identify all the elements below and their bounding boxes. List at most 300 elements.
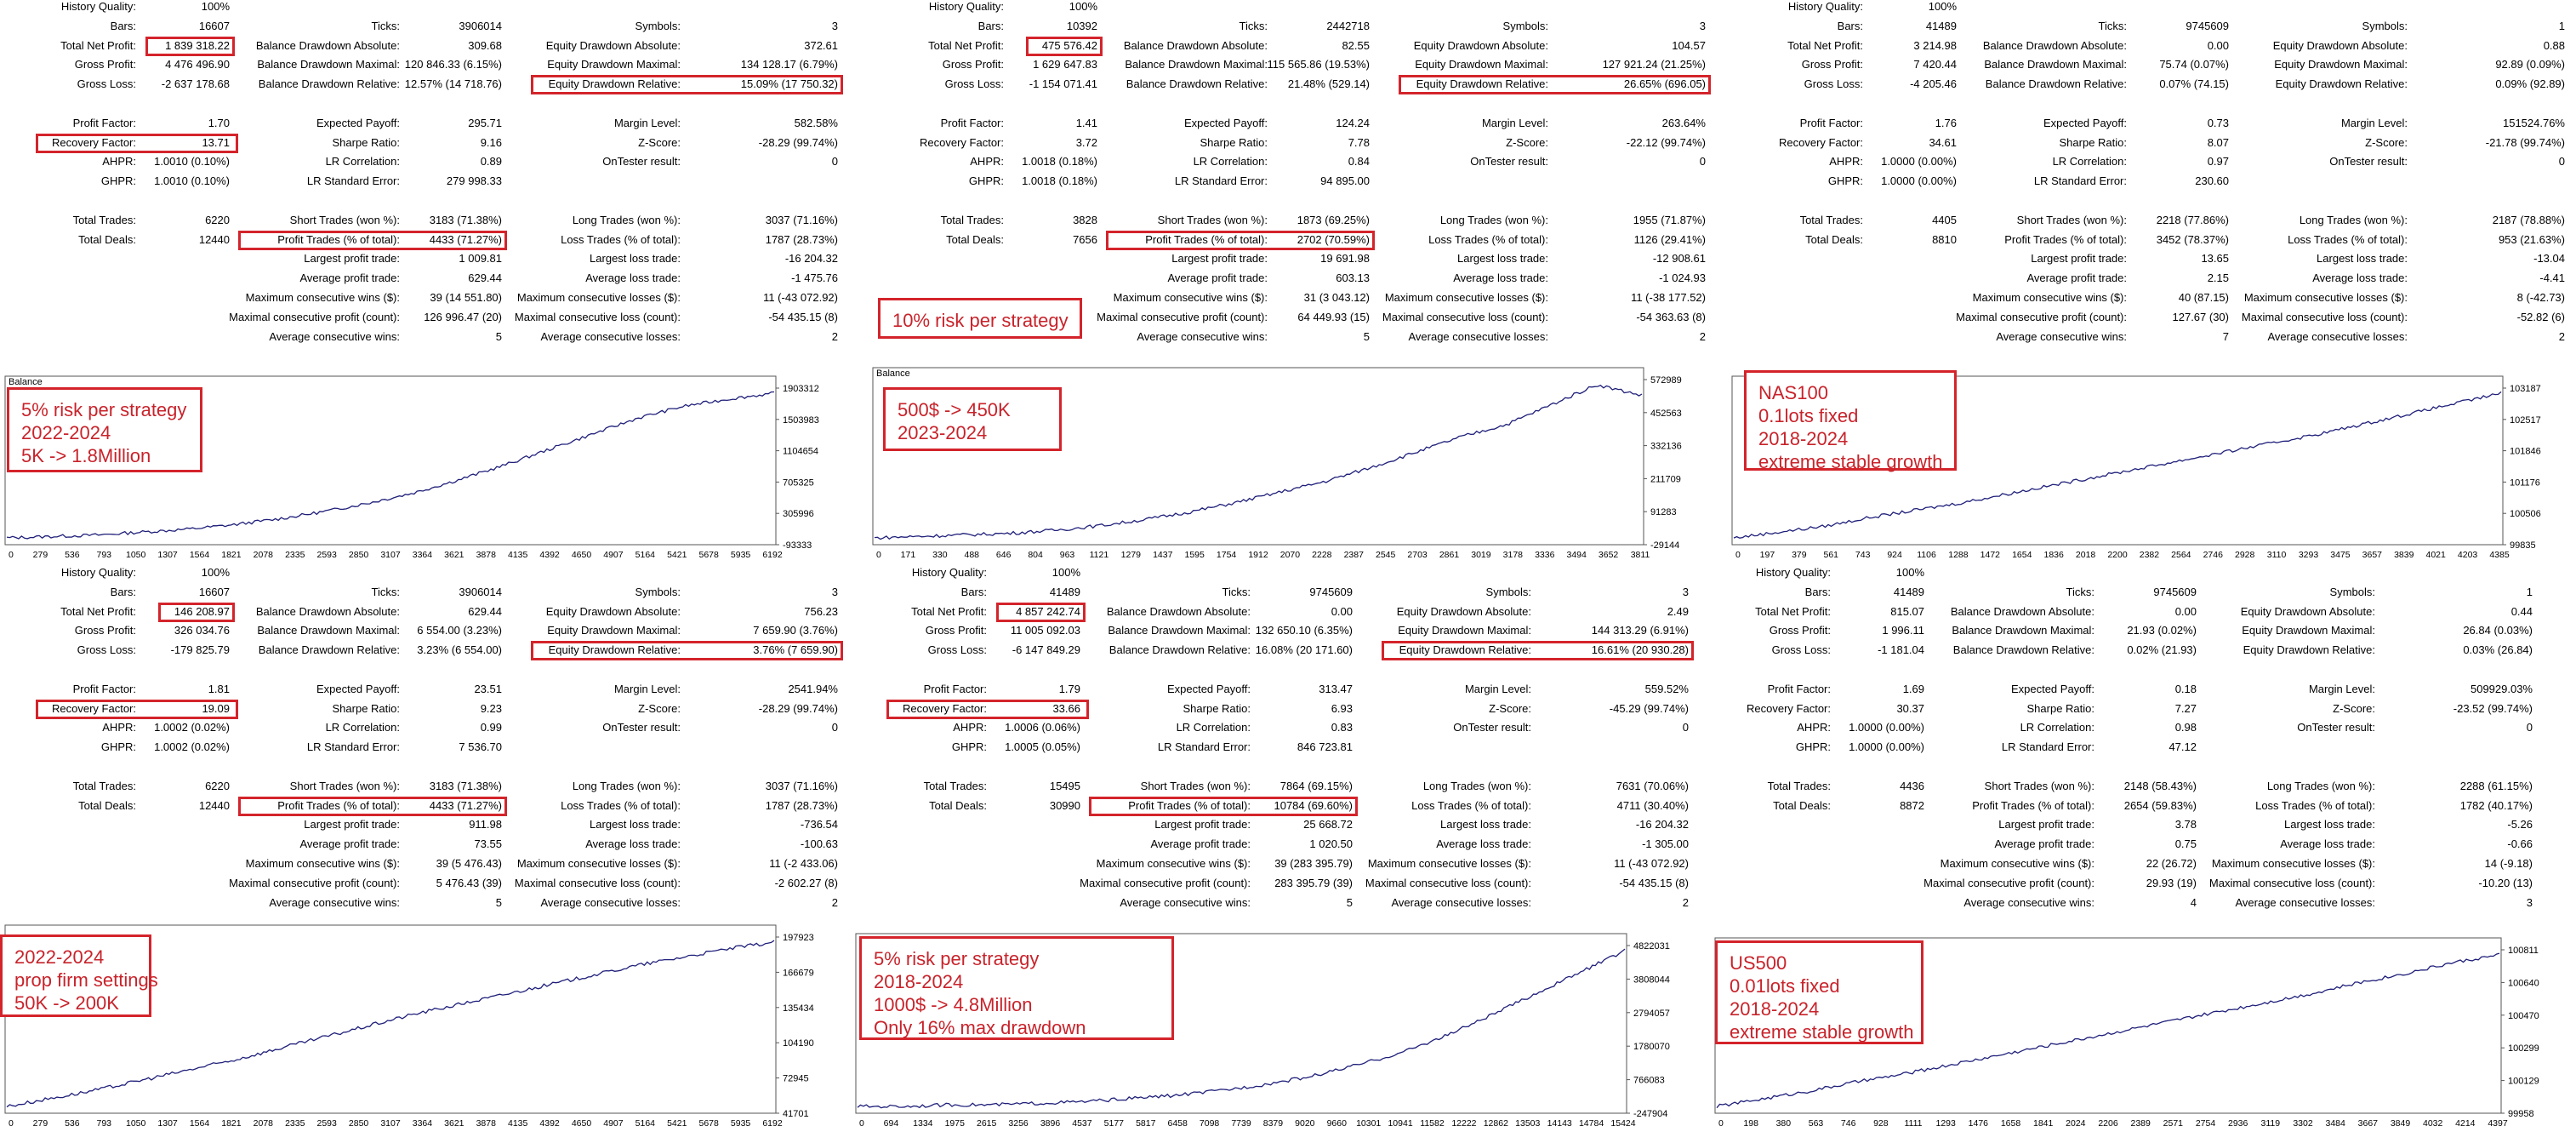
stat-label-avg-cons-wins: Average consecutive wins: [1120, 895, 1251, 909]
stat-label-sharpe-ratio: Sharpe Ratio: [332, 135, 400, 149]
stat-label-ontester: OnTester result: [1470, 155, 1548, 169]
x-tick-label: 1754 [1216, 550, 1237, 560]
x-tick-label: 804 [1028, 550, 1043, 560]
stat-label-bal-dd-rel: Balance Drawdown Relative: [1126, 77, 1268, 91]
stat-label-ontester: OnTester result: [2297, 721, 2375, 734]
stat-value-lr-correlation: 0.84 [1348, 155, 1370, 169]
y-tick-label: 101176 [2510, 477, 2540, 489]
y-tick-label: 100129 [2508, 1076, 2539, 1087]
x-tick-label: 171 [900, 550, 916, 560]
x-tick-label: 1476 [1968, 1118, 1989, 1129]
x-tick-label: 4907 [603, 550, 624, 560]
y-tick-label: 572989 [1650, 375, 1682, 386]
x-tick-label: 5935 [730, 1118, 751, 1129]
x-tick-label: 14143 [1547, 1118, 1572, 1129]
stat-label-total-deals: Total Deals: [946, 232, 1004, 246]
stat-label-gross-loss: Gross Loss: [944, 77, 1004, 91]
x-tick-label: 1050 [125, 550, 146, 560]
stat-label-avg-cons-wins: Average consecutive wins: [1963, 895, 2094, 909]
stat-value-gross-profit: 11 005 092.03 [1010, 624, 1080, 637]
stat-value-lr-correlation: 0.89 [480, 155, 502, 169]
stat-value-sharpe-ratio: 6.93 [1331, 701, 1353, 715]
stat-label-profit-trades: Profit Trades (% of total): [277, 232, 400, 246]
annotation-line: 10% risk per strategy [892, 310, 1069, 331]
stat-value-largest-profit: 1 009.81 [459, 252, 502, 266]
x-tick-label: 1975 [944, 1118, 965, 1129]
tester-report-panel [0, 566, 851, 1143]
x-tick-label: 1654 [2012, 550, 2032, 560]
stat-label-expected-payoff: Expected Payoff: [2010, 682, 2094, 695]
x-tick-label: 9020 [1295, 1118, 1315, 1129]
stat-value-expected-payoff: 295.71 [468, 116, 502, 129]
stat-label-max-cons-wins: Maximum consecutive wins ($): [1096, 857, 1251, 870]
stat-label-margin-level: Margin Level: [1481, 116, 1548, 129]
stat-value-z-score: -28.29 (99.74%) [758, 701, 838, 715]
stat-value-max-cons-losses: 11 (-43 072.92) [1614, 857, 1689, 870]
tester-report-panel [1727, 0, 2576, 566]
stat-value-total-deals: 7656 [1073, 232, 1097, 246]
stat-label-recovery-factor: Recovery Factor: [52, 701, 136, 715]
stat-value-avg-cons-losses: 2 [1699, 329, 1706, 343]
stat-label-total-trades: Total Trades: [72, 213, 136, 226]
stat-value-bal-dd-rel: 21.48% (529.14) [1287, 77, 1370, 91]
stat-value-largest-profit: 13.65 [2201, 252, 2229, 266]
stat-label-profit-trades: Profit Trades (% of total): [2004, 232, 2127, 246]
stat-label-maximal-cons-loss: Maximal consecutive loss (count): [1382, 310, 1548, 323]
stat-label-long-trades: Long Trades (won %): [2266, 779, 2375, 792]
stat-value-average-loss: -1 024.93 [1659, 271, 1706, 285]
x-tick-label: 3293 [2298, 550, 2319, 560]
stat-value-margin-level: 509929.03% [2470, 682, 2533, 695]
stat-value-max-cons-wins: 39 (14 551.80) [430, 291, 502, 304]
stat-label-loss-trades: Loss Trades (% of total): [1411, 798, 1531, 812]
stat-value-bal-dd-abs: 0.00 [2207, 38, 2229, 52]
y-tick-label: 72945 [783, 1073, 809, 1084]
x-tick-label: 963 [1059, 550, 1075, 560]
stat-value-bars: 10392 [1066, 19, 1097, 32]
stat-label-largest-profit: Largest profit trade: [2031, 252, 2127, 266]
x-tick-label: 2070 [1279, 550, 1301, 560]
stat-value-long-trades: 2288 (61.15%) [2459, 779, 2533, 792]
x-tick-label: 1288 [1948, 550, 1969, 560]
stat-value-z-score: -22.12 (99.74%) [1626, 135, 1706, 149]
stat-value-margin-level: 559.52% [1644, 682, 1689, 695]
x-tick-label: 1111 [1904, 1118, 1923, 1129]
y-tick-label: 1104654 [783, 446, 819, 457]
y-tick-label: 166679 [783, 968, 814, 979]
x-tick-label: 2850 [348, 1118, 369, 1129]
stat-label-expected-payoff: Expected Payoff: [316, 682, 400, 695]
stat-value-total-net-profit: 3 214.98 [1913, 38, 1957, 52]
stat-value-expected-payoff: 23.51 [474, 682, 502, 695]
stat-label-profit-factor: Profit Factor: [1799, 116, 1863, 129]
y-tick-label: 705325 [783, 477, 814, 489]
x-tick-label: 7098 [1199, 1118, 1220, 1129]
stat-value-recovery-factor: 3.72 [1075, 135, 1097, 149]
stat-value-average-profit: 1 020.50 [1309, 837, 1353, 851]
x-tick-label: 279 [32, 1118, 48, 1129]
y-tick-label: 99958 [2508, 1109, 2534, 1119]
stat-value-ticks: 3906014 [459, 19, 502, 32]
stat-value-largest-profit: 3.78 [2174, 818, 2197, 832]
stat-value-lr-std-error: 47.12 [2169, 740, 2197, 754]
annotation-note [7, 387, 202, 472]
x-tick-label: 3878 [476, 1118, 496, 1129]
x-tick-label: 1564 [189, 550, 210, 560]
x-tick-label: 4907 [603, 1118, 624, 1129]
x-tick-label: 3621 [444, 1118, 464, 1129]
stats-table [1710, 566, 2561, 909]
stat-label-ahpr: AHPR: [953, 721, 987, 734]
stat-value-z-score: -45.29 (99.74%) [1609, 701, 1689, 715]
stat-label-short-trades: Short Trades (won %): [289, 213, 400, 226]
stat-label-short-trades: Short Trades (won %): [2016, 213, 2127, 226]
stat-value-maximal-cons-profit: 5 476.43 (39) [436, 876, 502, 889]
stat-label-eq-dd-rel: Equity Drawdown Relative: [548, 643, 681, 657]
stat-value-average-profit: 0.75 [2174, 837, 2197, 851]
x-tick-label: 8379 [1262, 1118, 1284, 1129]
tester-report-panel [851, 566, 1701, 1143]
stat-label-expected-payoff: Expected Payoff: [316, 116, 400, 129]
stat-value-eq-dd-max: 92.89 (0.09%) [2495, 58, 2565, 71]
stat-value-history-quality: 100% [201, 566, 230, 579]
annotation-note [1744, 370, 1957, 471]
stat-value-eq-dd-abs: 372.61 [804, 38, 838, 52]
x-tick-label: 2615 [976, 1118, 997, 1129]
x-tick-label: 4650 [571, 550, 592, 560]
stat-value-lr-std-error: 230.60 [2195, 174, 2229, 188]
x-tick-label: 5678 [698, 1118, 719, 1129]
stat-value-ahpr: 1.0002 (0.02%) [154, 721, 230, 734]
x-tick-label: 4537 [1072, 1118, 1092, 1129]
x-tick-label: 5164 [635, 1118, 656, 1129]
stat-value-gross-loss: -179 825.79 [170, 643, 230, 657]
stat-value-lr-correlation: 0.99 [480, 721, 502, 734]
stat-value-avg-cons-wins: 5 [495, 895, 502, 909]
stat-label-bal-dd-abs: Balance Drawdown Absolute: [255, 604, 400, 618]
x-tick-label: 1912 [1248, 550, 1268, 560]
stat-value-bal-dd-rel: 0.02% (21.93) [2127, 643, 2197, 657]
stat-value-gross-profit: 1 629 647.83 [1033, 58, 1097, 71]
stat-label-short-trades: Short Trades (won %): [289, 779, 400, 792]
stat-label-largest-loss: Largest loss trade: [590, 252, 681, 266]
stat-label-long-trades: Long Trades (won %): [1439, 213, 1548, 226]
stat-label-avg-cons-losses: Average consecutive losses: [1408, 329, 1548, 343]
x-tick-label: 1836 [2043, 550, 2064, 560]
stat-value-maximal-cons-loss: -54 435.15 (8) [1619, 876, 1689, 889]
x-tick-label: 2754 [2195, 1118, 2216, 1129]
stat-value-total-deals: 12440 [198, 798, 230, 812]
stat-label-short-trades: Short Trades (won %): [1140, 779, 1251, 792]
stat-label-z-score: Z-Score: [1489, 701, 1531, 715]
x-tick-label: 1334 [913, 1118, 933, 1129]
x-tick-label: 1050 [125, 1118, 146, 1129]
stat-value-max-cons-wins: 39 (283 395.79) [1274, 857, 1353, 870]
stat-value-avg-cons-losses: 2 [1682, 895, 1689, 909]
stat-label-maximal-cons-profit: Maximal consecutive profit (count): [1956, 310, 2127, 323]
stat-label-bal-dd-rel: Balance Drawdown Relative: [258, 643, 400, 657]
stat-label-bal-dd-max: Balance Drawdown Maximal: [257, 624, 400, 637]
stat-value-eq-dd-max: 144 313.29 (6.91%) [1591, 624, 1689, 637]
stat-value-short-trades: 3183 (71.38%) [429, 213, 502, 226]
stat-value-expected-payoff: 124.24 [1336, 116, 1370, 129]
x-tick-label: 198 [1743, 1118, 1758, 1129]
stat-label-largest-profit: Largest profit trade: [304, 252, 400, 266]
stat-value-loss-trades: 1787 (28.73%) [765, 798, 838, 812]
stat-label-largest-loss: Largest loss trade: [1440, 818, 1531, 832]
y-tick-label: 766083 [1633, 1075, 1665, 1086]
stat-value-gross-profit: 7 420.44 [1913, 58, 1957, 71]
stat-value-total-net-profit: 1 839 318.22 [165, 38, 230, 52]
x-tick-label: 2928 [2234, 550, 2255, 560]
stat-label-ghpr: GHPR: [100, 174, 136, 188]
stat-value-recovery-factor: 19.09 [202, 701, 230, 715]
x-tick-label: 5177 [1103, 1118, 1125, 1129]
stat-label-eq-dd-abs: Equity Drawdown Absolute: [545, 38, 681, 52]
stat-value-long-trades: 3037 (71.16%) [765, 213, 838, 226]
stat-value-max-cons-wins: 22 (26.72) [2146, 857, 2197, 870]
stat-label-short-trades: Short Trades (won %): [1157, 213, 1268, 226]
x-tick-label: 2228 [1312, 550, 1332, 560]
stat-value-largest-loss: -12 908.61 [1652, 252, 1706, 266]
stat-label-lr-std-error: LR Standard Error: [1174, 174, 1268, 188]
stat-label-gross-profit: Gross Profit: [942, 58, 1004, 71]
stat-label-bars: Bars: [960, 585, 987, 598]
chart-title: Balance [9, 377, 43, 387]
stat-label-average-profit: Average profit trade: [299, 271, 400, 285]
stat-value-lr-std-error: 94 895.00 [1320, 174, 1370, 188]
x-tick-label: 746 [1840, 1118, 1856, 1129]
x-tick-label: 2703 [1407, 550, 1428, 560]
stat-value-max-cons-losses: 8 (-42.73) [2516, 291, 2565, 304]
stat-value-total-deals: 8872 [1900, 798, 1924, 812]
stat-label-avg-cons-wins: Average consecutive wins: [269, 895, 400, 909]
y-tick-label: -93333 [783, 540, 812, 551]
stat-label-ahpr: AHPR: [102, 155, 136, 169]
stat-label-short-trades: Short Trades (won %): [1984, 779, 2094, 792]
stat-label-recovery-factor: Recovery Factor: [920, 135, 1004, 149]
stat-value-total-net-profit: 146 208.97 [174, 604, 230, 618]
stat-value-average-loss: -100.63 [800, 837, 838, 851]
y-tick-label: 332136 [1650, 441, 1682, 452]
stat-value-bal-dd-abs: 82.55 [1342, 38, 1370, 52]
stat-label-total-deals: Total Deals: [1773, 798, 1831, 812]
stat-label-margin-level: Margin Level: [2340, 116, 2408, 129]
x-tick-label: 1821 [221, 1118, 242, 1129]
stat-label-average-loss: Average loss trade: [1453, 271, 1548, 285]
stat-value-profit-trades: 10784 (69.60%) [1274, 798, 1353, 812]
stat-value-loss-trades: 953 (21.63%) [2498, 232, 2565, 246]
stat-label-profit-trades: Profit Trades (% of total): [1972, 798, 2094, 812]
stat-label-gross-profit: Gross Profit: [1769, 624, 1831, 637]
x-tick-label: 536 [65, 550, 80, 560]
stat-value-eq-dd-rel: 3.76% (7 659.90) [753, 643, 838, 657]
stat-label-average-profit: Average profit trade: [1150, 837, 1251, 851]
stat-value-eq-dd-rel: 0.03% (26.84) [2463, 643, 2533, 657]
stat-value-eq-dd-max: 127 921.24 (21.25%) [1602, 58, 1706, 71]
x-tick-label: 3019 [1471, 550, 1491, 560]
stat-label-z-score: Z-Score: [1506, 135, 1548, 149]
stat-label-long-trades: Long Trades (won %): [1422, 779, 1531, 792]
stat-label-expected-payoff: Expected Payoff: [1166, 682, 1251, 695]
stat-label-total-deals: Total Deals: [78, 232, 136, 246]
stat-value-symbols: 3 [831, 19, 838, 32]
stat-value-total-deals: 30990 [1049, 798, 1080, 812]
stat-label-max-cons-wins: Maximum consecutive wins ($): [1113, 291, 1268, 304]
stat-label-loss-trades: Loss Trades (% of total): [2255, 798, 2375, 812]
annotation-line: extreme stable growth [1730, 1021, 1914, 1043]
stat-value-ghpr: 1.0010 (0.10%) [154, 174, 230, 188]
stat-label-largest-loss: Largest loss trade: [2284, 818, 2375, 832]
stat-value-maximal-cons-loss: -2 602.27 (8) [774, 876, 838, 889]
stat-value-history-quality: 100% [1928, 0, 1957, 13]
stat-label-recovery-factor: Recovery Factor: [1747, 701, 1831, 715]
stat-label-avg-cons-losses: Average consecutive losses: [540, 329, 681, 343]
stat-value-loss-trades: 1126 (29.41%) [1633, 232, 1706, 246]
stat-label-max-cons-wins: Maximum consecutive wins ($): [245, 291, 400, 304]
stat-label-expected-payoff: Expected Payoff: [1183, 116, 1268, 129]
stat-label-ghpr: GHPR: [1827, 174, 1863, 188]
stat-value-largest-loss: -16 204.32 [1635, 818, 1689, 832]
x-tick-label: 7739 [1231, 1118, 1251, 1129]
stat-label-total-trades: Total Trades: [923, 779, 987, 792]
stat-label-expected-payoff: Expected Payoff: [2043, 116, 2127, 129]
stat-value-eq-dd-abs: 2.49 [1667, 604, 1689, 618]
x-tick-label: 10941 [1388, 1118, 1413, 1129]
stat-value-ticks: 9745609 [1309, 585, 1353, 598]
stat-label-average-profit: Average profit trade: [1167, 271, 1268, 285]
stat-label-symbols: Symbols: [1502, 19, 1548, 32]
stat-label-lr-std-error: LR Standard Error: [2001, 740, 2094, 754]
stat-value-bars: 16607 [198, 19, 230, 32]
stat-label-eq-dd-max: Equity Drawdown Maximal: [2274, 58, 2408, 71]
stat-value-bal-dd-abs: 0.00 [2174, 604, 2197, 618]
stat-value-ticks: 9745609 [2186, 19, 2229, 32]
stat-label-profit-factor: Profit Factor: [72, 116, 136, 129]
stat-label-recovery-factor: Recovery Factor: [52, 135, 136, 149]
stat-value-z-score: -23.52 (99.74%) [2453, 701, 2533, 715]
stat-label-largest-profit: Largest profit trade: [1998, 818, 2094, 832]
stat-value-largest-profit: 911.98 [469, 818, 502, 832]
stat-label-maximal-cons-loss: Maximal consecutive loss (count): [2241, 310, 2408, 323]
stat-label-history-quality: History Quality: [911, 566, 987, 579]
stat-label-average-profit: Average profit trade: [1994, 837, 2094, 851]
annotation-note [883, 387, 1062, 451]
x-tick-label: 12222 [1451, 1118, 1477, 1129]
stat-value-avg-cons-wins: 5 [1346, 895, 1353, 909]
stat-label-symbols: Symbols: [635, 585, 681, 598]
stat-value-ontester: 0 [2526, 721, 2533, 734]
stat-value-margin-level: 151524.76% [2502, 116, 2565, 129]
stat-label-bars: Bars: [1804, 585, 1831, 598]
stat-value-largest-profit: 19 691.98 [1320, 252, 1370, 266]
stat-label-largest-profit: Largest profit trade: [1154, 818, 1251, 832]
x-tick-label: 3302 [2293, 1118, 2313, 1129]
stat-label-ghpr: GHPR: [1795, 740, 1831, 754]
stat-label-largest-profit: Largest profit trade: [1171, 252, 1268, 266]
stat-label-sharpe-ratio: Sharpe Ratio: [2059, 135, 2127, 149]
annotation-line: 5K -> 1.8Million [21, 445, 151, 466]
stat-value-avg-cons-wins: 5 [495, 329, 502, 343]
stat-value-eq-dd-abs: 0.88 [2543, 38, 2565, 52]
stat-value-max-cons-losses: 11 (-2 433.06) [769, 857, 838, 870]
stat-label-symbols: Symbols: [635, 19, 681, 32]
stat-label-profit-trades: Profit Trades (% of total): [277, 798, 400, 812]
stat-label-sharpe-ratio: Sharpe Ratio: [1200, 135, 1268, 149]
y-tick-label: 4822031 [1633, 941, 1670, 952]
stat-value-maximal-cons-profit: 126 996.47 (20) [424, 310, 502, 323]
y-tick-label: 1503983 [783, 414, 819, 426]
stat-label-eq-dd-abs: Equity Drawdown Absolute: [1396, 604, 1531, 618]
stat-value-ghpr: 1.0005 (0.05%) [1005, 740, 1080, 754]
y-tick-label: 99835 [2510, 540, 2536, 551]
stat-label-maximal-cons-profit: Maximal consecutive profit (count): [1923, 876, 2094, 889]
stat-label-gross-loss: Gross Loss: [77, 77, 136, 91]
x-tick-label: 4135 [507, 550, 528, 560]
stat-label-avg-cons-losses: Average consecutive losses: [540, 895, 681, 909]
stat-value-largest-profit: 25 668.72 [1303, 818, 1353, 832]
stat-label-ticks: Ticks: [2098, 19, 2127, 32]
stat-label-eq-dd-rel: Equity Drawdown Relative: [548, 77, 681, 91]
stat-value-z-score: -21.78 (99.74%) [2485, 135, 2565, 149]
stats-table [1727, 0, 2576, 343]
annotation-line: 2022-2024 [14, 946, 105, 968]
stat-label-gross-profit: Gross Profit: [74, 58, 136, 71]
stat-label-average-loss: Average loss trade: [585, 271, 681, 285]
x-tick-label: 2335 [285, 550, 305, 560]
y-tick-label: 103187 [2510, 384, 2541, 394]
stat-value-sharpe-ratio: 7.27 [2174, 701, 2197, 715]
stat-value-profit-factor: 1.70 [208, 116, 230, 129]
x-tick-label: 3364 [412, 1118, 433, 1129]
stat-label-eq-dd-abs: Equity Drawdown Absolute: [1413, 38, 1548, 52]
stat-value-eq-dd-max: 134 128.17 (6.79%) [740, 58, 838, 71]
annotation-line: US500 [1730, 952, 1787, 974]
stat-value-long-trades: 3037 (71.16%) [765, 779, 838, 792]
stat-value-loss-trades: 4711 (30.40%) [1616, 798, 1689, 812]
x-tick-label: 5935 [730, 550, 751, 560]
stat-label-lr-correlation: LR Correlation: [2052, 155, 2127, 169]
x-tick-label: 11582 [1420, 1118, 1445, 1129]
stat-label-margin-level: Margin Level: [2308, 682, 2375, 695]
annotation-line: extreme stable growth [1758, 451, 1943, 472]
stat-value-expected-payoff: 0.18 [2174, 682, 2197, 695]
x-tick-label: 743 [1855, 550, 1871, 560]
stat-label-maximal-cons-profit: Maximal consecutive profit (count): [1080, 876, 1251, 889]
stat-value-profit-factor: 1.69 [1902, 682, 1924, 695]
x-tick-label: 1293 [1935, 1118, 1956, 1129]
stat-value-recovery-factor: 34.61 [1929, 135, 1957, 149]
stat-value-ghpr: 1.0002 (0.02%) [154, 740, 230, 754]
stat-value-history-quality: 100% [1051, 566, 1080, 579]
stat-value-ahpr: 1.0000 (0.00%) [1881, 155, 1957, 169]
x-tick-label: 4032 [2422, 1118, 2443, 1129]
x-tick-label: 5678 [698, 550, 719, 560]
stat-value-max-cons-wins: 40 (87.15) [2178, 291, 2229, 304]
stat-value-avg-cons-wins: 5 [1363, 329, 1370, 343]
y-tick-label: 41701 [783, 1109, 809, 1119]
stat-label-eq-dd-max: Equity Drawdown Maximal: [1415, 58, 1548, 71]
stat-value-ghpr: 1.0018 (0.18%) [1022, 174, 1097, 188]
y-tick-label: 3808044 [1633, 974, 1670, 986]
stat-value-eq-dd-rel: 0.09% (92.89) [2495, 77, 2565, 91]
stat-value-total-deals: 12440 [198, 232, 230, 246]
x-tick-label: 3849 [2390, 1118, 2411, 1129]
stat-label-lr-correlation: LR Correlation: [2020, 721, 2094, 734]
stat-label-eq-dd-max: Equity Drawdown Maximal: [547, 624, 681, 637]
x-tick-label: 793 [96, 1118, 112, 1129]
x-tick-label: 2571 [2163, 1118, 2184, 1129]
